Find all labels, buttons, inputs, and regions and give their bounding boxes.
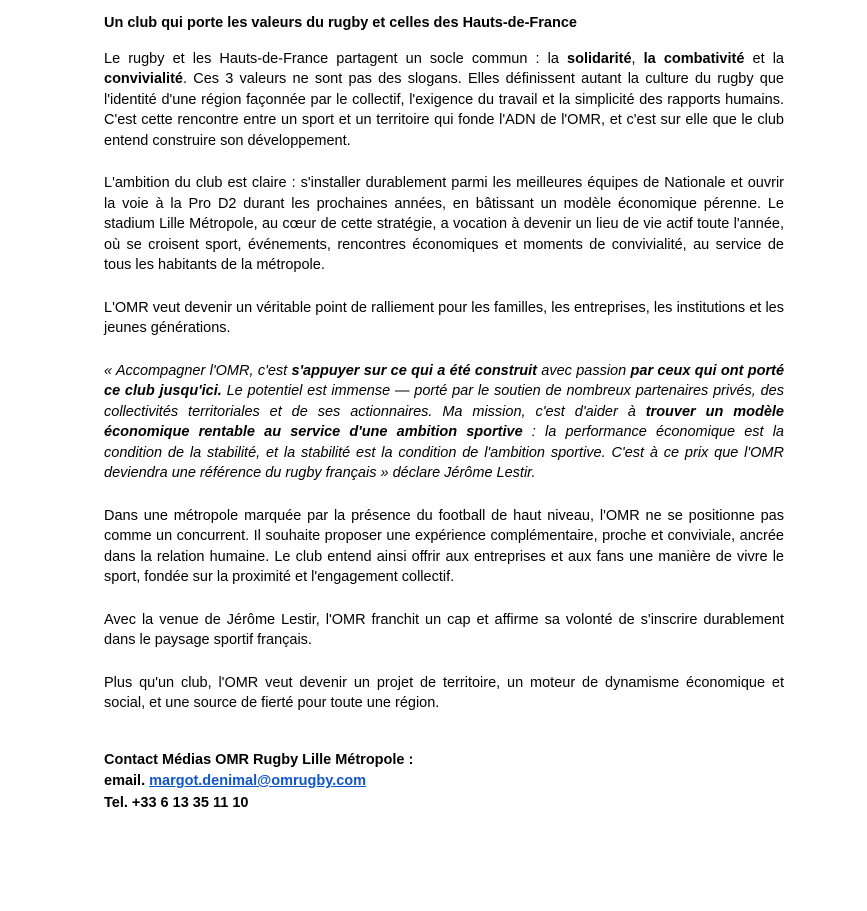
- text-run: L'ambition du club est claire : s'installer durablement parmi les meilleures équipes de Nationale et ouvrir la voie à la Pro D2 durant les prochaines années, en bâtissant un modèle économique pérenne. Le stadium Lille Métropole, au cœur de cette stratégie, a vocation à devenir un lieu de vie actif toute l'année, où se croisent sport, événements, rencontres économiques et moments de convivialité, au service de tous les habitants de la métropole.: [104, 175, 784, 273]
- text-run: Dans une métropole marquée par la présence du football de haut niveau, l'OMR ne se positionne pas comme un concurrent. Il souhaite proposer une expérience complémentaire, proche et conviviale, ancrée dans la relation humaine. Le club entend ainsi offrir aux entreprises et aux fans une manière de vivre le sport, fondée sur la proximité et l'engagement collectif.: [104, 507, 784, 585]
- contact-email-label: email.: [104, 773, 150, 789]
- contact-block: [104, 750, 784, 815]
- text-run: par ceux qui ont porté ce club jusqu'ici.: [104, 362, 785, 399]
- text-run: Avec la venue de Jérôme Lestir, l'OMR franchit un cap et affirme sa volonté de s'inscrire durablement dans le paysage sportif français.: [104, 611, 784, 648]
- text-run: et la: [744, 50, 784, 67]
- ralliement-paragraph: [104, 298, 784, 339]
- text-run: L'OMR veut devenir un véritable point de ralliement pour les familles, les entreprises, les institutions et les jeunes générations.: [104, 299, 784, 336]
- text-run: avec passion: [536, 362, 631, 379]
- body-paragraphs: [104, 49, 784, 714]
- text-run: s'appuyer sur ce qui a été construit: [291, 362, 537, 379]
- quote-paragraph: [104, 361, 784, 484]
- text-run: convivialité: [104, 71, 183, 87]
- intro-paragraph: [104, 49, 784, 152]
- text-run: : la performance économique est la condition de la stabilité, et la stabilité est la condition de l'ambition sportive. C'est à ce prix que l'OMR deviendra une référence du rugby français » déclare Jérôme Lestir.: [104, 424, 784, 481]
- text-run: Le potentiel est immense — porté par le soutien de nombreux partenaires privés, des collectivités territoriales et de ses actionnaires. Ma mission, c'est d'aider à: [104, 383, 784, 420]
- text-run: Plus qu'un club, l'OMR veut devenir un projet de territoire, un moteur de dynamisme économique et social, et une source de fierté pour toute une région.: [104, 674, 784, 711]
- text-run: Le rugby et les Hauts-de-France partagent un socle commun : la: [104, 50, 568, 67]
- conclusion-paragraph: [104, 673, 784, 714]
- text-run: « Accompagner l'OMR, c'est: [104, 362, 292, 379]
- document-heading: Un club qui porte les valeurs du rugby et celles des Hauts-de-France: [104, 15, 577, 31]
- ambition-paragraph: [104, 173, 784, 276]
- positioning-paragraph: [104, 506, 784, 588]
- text-run: trouver un modèle économique rentable au service d'une ambition sportive: [104, 403, 784, 440]
- lestir-paragraph: [104, 610, 784, 651]
- contact-title: Contact Médias OMR Rugby Lille Métropole :: [104, 751, 414, 768]
- email-link[interactable]: margot.denimal@omrugby.com: [149, 773, 367, 789]
- contact-email-line: [104, 771, 784, 793]
- contact-tel: Tel. +33 6 13 35 11 10: [104, 794, 249, 811]
- text-run: la combativité: [643, 50, 745, 67]
- text-run: solidarité: [567, 50, 632, 67]
- text-run: . Ces 3 valeurs ne sont pas des slogans. Elles définissent autant la culture du rugby que l'identité d'une région façonnée par le collectif, l'exigence du travail et la simplicité des rapports humains. C'est cette rencontre entre un sport et un territoire qui fonde l'ADN de l'OMR, et c'est sur elle que le club entend construire son développement.: [104, 71, 784, 149]
- text-run: ,: [631, 50, 644, 67]
